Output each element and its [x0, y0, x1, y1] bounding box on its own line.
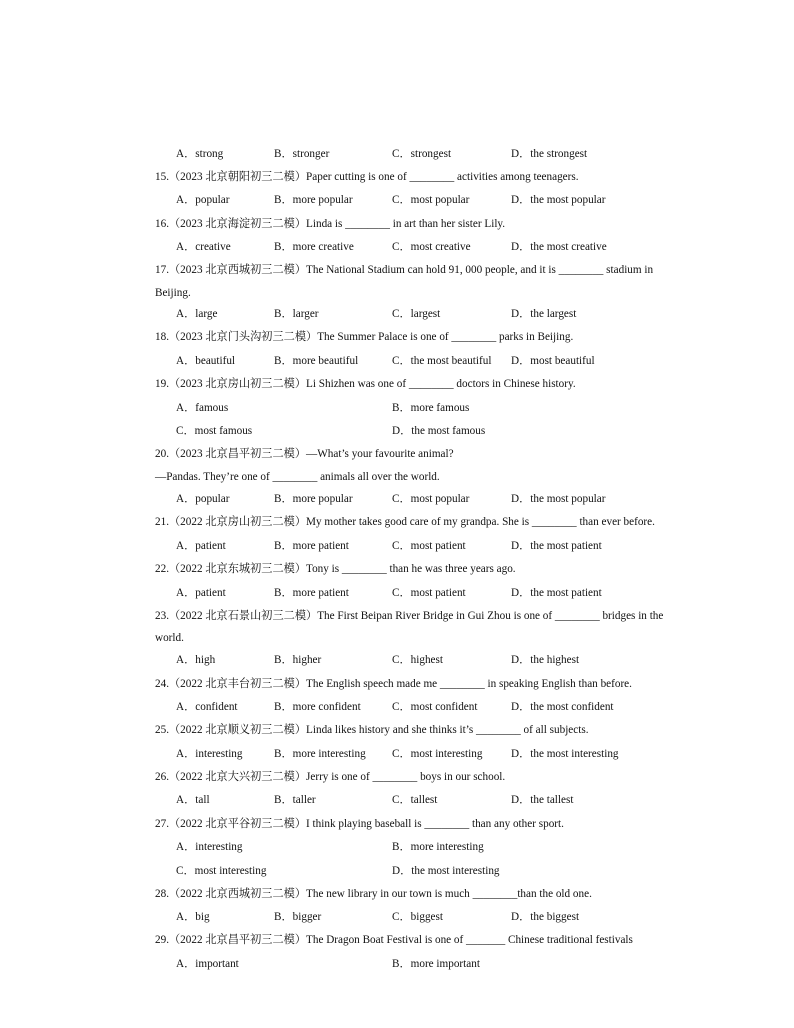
option-d: D．the biggest: [511, 911, 580, 923]
option-c: C．most interesting: [176, 865, 267, 877]
option-d: D．the most confident: [511, 701, 614, 713]
question-16: 16.（2023 北京海淀初三二模）Linda is ________ in art than her sister Lily.: [155, 218, 506, 230]
question-29: 29.（2022 北京昌平初三二模）The Dragon Boat Festival is one of _______ Chinese traditional festivals: [155, 934, 633, 946]
option-c: C．most popular: [392, 493, 470, 505]
option-a: A．interesting: [176, 748, 243, 760]
option-d: D．the most creative: [511, 241, 607, 253]
option-b: B．more confident: [274, 701, 361, 713]
option-a: A．big: [176, 911, 210, 923]
option-b: B．more popular: [274, 194, 353, 206]
options-row-19-cd: [176, 424, 716, 438]
option-c: C．tallest: [392, 794, 438, 806]
option-c: C．largest: [392, 308, 441, 320]
options-row-27-ab: [176, 840, 716, 854]
option-d: D．the most popular: [511, 493, 606, 505]
question-22: 22.（2022 北京东城初三二模）Tony is ________ than he was three years ago.: [155, 563, 516, 575]
option-a: A．popular: [176, 194, 230, 206]
question-26: 26.（2022 北京大兴初三二模）Jerry is one of ________ boys in our school.: [155, 771, 506, 783]
option-d: D．the strongest: [511, 148, 588, 160]
option-b: B．more interesting: [274, 748, 366, 760]
option-a: A．patient: [176, 540, 226, 552]
option-b: B．more interesting: [392, 841, 484, 853]
options-row-20: [176, 492, 716, 506]
question-23-continued: world.: [155, 632, 184, 644]
option-d: D．the most patient: [511, 587, 602, 599]
option-d: D．the most interesting: [511, 748, 619, 760]
option-d: D．the most interesting: [392, 865, 500, 877]
option-c: C．most creative: [392, 241, 471, 253]
option-b: B．more popular: [274, 493, 353, 505]
option-b: B．stronger: [274, 148, 330, 160]
option-c: C．biggest: [392, 911, 443, 923]
option-a: A．beautiful: [176, 355, 236, 367]
question-15: 15.（2023 北京朝阳初三二模）Paper cutting is one of ________ activities among teenagers.: [155, 171, 579, 183]
options-row-16: [176, 240, 716, 254]
question-25: 25.（2022 北京顺义初三二模）Linda likes history and she thinks it’s ________ of all subjects.: [155, 724, 589, 736]
option-d: D．most beautiful: [511, 355, 595, 367]
options-row-27-cd: [176, 864, 716, 878]
option-b: B．more famous: [392, 402, 470, 414]
option-a: A．tall: [176, 794, 210, 806]
option-c: C．most popular: [392, 194, 470, 206]
option-d: D．the largest: [511, 308, 577, 320]
option-a: A．interesting: [176, 841, 243, 853]
options-row-14: [176, 147, 716, 161]
option-b: B．more patient: [274, 587, 349, 599]
option-d: D．the most famous: [392, 425, 486, 437]
option-a: A．strong: [176, 148, 224, 160]
options-row-22: [176, 586, 716, 600]
option-c: C．most confident: [392, 701, 478, 713]
option-b: B．more beautiful: [274, 355, 359, 367]
options-row-24: [176, 700, 716, 714]
options-row-23: [176, 653, 716, 667]
option-a: A．creative: [176, 241, 231, 253]
option-b: B．more creative: [274, 241, 354, 253]
option-a: A．high: [176, 654, 216, 666]
option-b: B．larger: [274, 308, 319, 320]
option-a: A．popular: [176, 493, 230, 505]
option-c: C．highest: [392, 654, 443, 666]
question-23: 23.（2022 北京石景山初三二模）The First Beipan River Bridge in Gui Zhou is one of ________ bridges in the: [155, 610, 664, 622]
option-b: B．taller: [274, 794, 316, 806]
question-28: 28.（2022 北京西城初三二模）The new library in our town is much ________than the old one.: [155, 888, 592, 900]
option-c: C．strongest: [392, 148, 452, 160]
options-row-15: [176, 193, 716, 207]
question-18: 18.（2023 北京门头沟初三二模）The Summer Palace is one of ________ parks in Beijing.: [155, 331, 574, 343]
option-c: C．the most beautiful: [392, 355, 492, 367]
question-19: 19.（2023 北京房山初三二模）Li Shizhen was one of ________ doctors in Chinese history.: [155, 378, 576, 390]
option-b: B．more patient: [274, 540, 349, 552]
option-d: D．the most patient: [511, 540, 602, 552]
option-b: B．more important: [392, 958, 480, 970]
options-row-18: [176, 354, 716, 368]
question-17-continued: Beijing.: [155, 287, 191, 299]
option-a: A．large: [176, 308, 218, 320]
option-c: C．most patient: [392, 540, 466, 552]
options-row-29-ab: [176, 957, 716, 971]
option-d: D．the highest: [511, 654, 580, 666]
option-a: A．famous: [176, 402, 229, 414]
options-row-26: [176, 793, 716, 807]
option-c: C．most famous: [176, 425, 253, 437]
question-20: 20.（2023 北京昌平初三二模）—What’s your favourite animal?: [155, 448, 454, 460]
options-row-19-ab: [176, 401, 716, 415]
option-d: D．the most popular: [511, 194, 606, 206]
option-c: C．most patient: [392, 587, 466, 599]
option-c: C．most interesting: [392, 748, 483, 760]
question-27: 27.（2022 北京平谷初三二模）I think playing baseball is ________ than any other sport.: [155, 818, 564, 830]
question-24: 24.（2022 北京丰台初三二模）The English speech made me ________ in speaking English than before.: [155, 678, 632, 690]
options-row-17: [176, 307, 716, 321]
question-20-continued: —Pandas. They’re one of ________ animals all over the world.: [155, 471, 440, 483]
option-a: A．confident: [176, 701, 238, 713]
option-d: D．the tallest: [511, 794, 574, 806]
option-b: B．bigger: [274, 911, 322, 923]
options-row-25: [176, 747, 716, 761]
question-17: 17.（2023 北京西城初三二模）The National Stadium can hold 91, 000 people, and it is ________ stadium in: [155, 264, 654, 276]
option-a: A．important: [176, 958, 239, 970]
option-b: B．higher: [274, 654, 322, 666]
question-21: 21.（2022 北京房山初三二模）My mother takes good care of my grandpa. She is ________ than ever before.: [155, 516, 655, 528]
option-a: A．patient: [176, 587, 226, 599]
options-row-21: [176, 539, 716, 553]
options-row-28: [176, 910, 716, 924]
